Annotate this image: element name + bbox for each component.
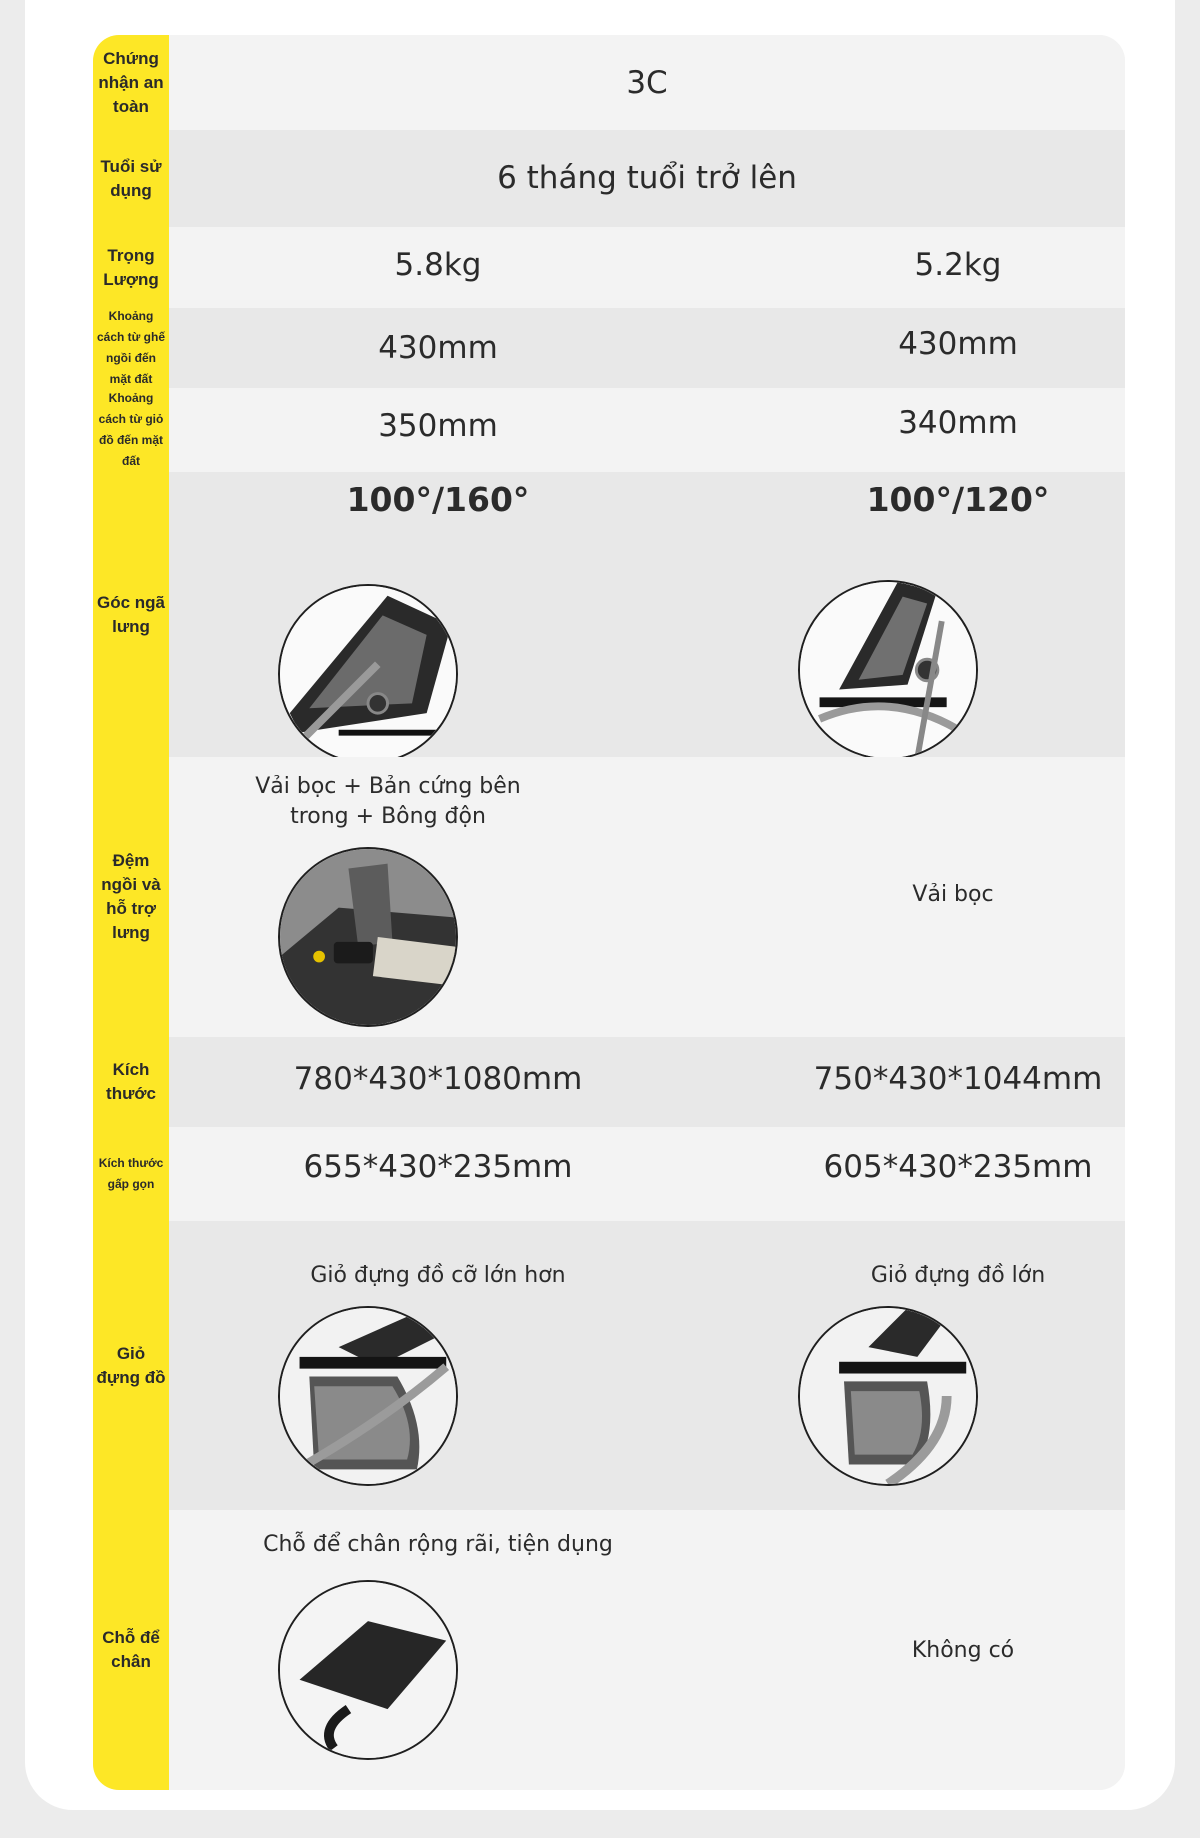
recline-120-photo — [798, 580, 978, 760]
label-safety-cert: Chứng nhận an toàn — [98, 48, 164, 116]
value-cushion-left: Vải bọc + Bản cứng bên trong + Bông độn — [255, 774, 521, 829]
value-basket-height-left: 350mm — [378, 408, 498, 444]
spec-card — [25, 0, 1175, 1810]
value-seat-height-right: 430mm — [898, 326, 1018, 362]
label-basket-height: Khoảng cách từ giỏ đồ đến mặt đất — [98, 391, 164, 468]
row-age — [93, 130, 1125, 227]
value-weight-left: 5.8kg — [394, 247, 482, 283]
value-cushion-right: Vải bọc — [912, 882, 994, 907]
value-basket-left: Giỏ đựng đồ cỡ lớn hơn — [310, 1263, 566, 1288]
cushion-photo — [278, 847, 458, 1027]
value-recline-left: 100°/160° — [346, 480, 530, 519]
storage-basket-icon — [800, 1308, 976, 1484]
value-seat-height-left: 430mm — [378, 330, 498, 366]
row-seat-height — [93, 308, 1125, 388]
basket-photo — [798, 1306, 978, 1486]
label-basket: Giỏ đựng đồ — [96, 1343, 166, 1387]
value-recline-right: 100°/120° — [866, 480, 1050, 519]
row-size — [93, 1037, 1125, 1127]
row-footrest — [93, 1510, 1125, 1790]
label-cushion: Đệm ngồi và hỗ trợ lưng — [101, 851, 161, 942]
label-age: Tuổi sử dụng — [100, 156, 162, 200]
row-basket-height — [93, 388, 1125, 472]
value-footrest-right: Không có — [911, 1638, 1015, 1663]
label-weight: Trọng Lượng — [103, 245, 159, 289]
value-age: 6 tháng tuổi trở lên — [497, 160, 797, 196]
comparison-table — [93, 35, 1125, 1790]
value-footrest-left: Chỗ để chân rộng rãi, tiện dụng — [263, 1532, 613, 1557]
row-safety-cert — [93, 35, 1125, 130]
seat-back-mesh-icon — [280, 586, 456, 762]
label-seat-height: Khoảng cách từ ghế ngồi đến mặt đất — [96, 309, 166, 386]
row-cushion — [93, 757, 1125, 1037]
storage-basket-icon — [280, 1308, 456, 1484]
basket-large-photo — [278, 1306, 458, 1486]
row-recline — [93, 472, 1125, 757]
value-safety-cert: 3C — [626, 65, 668, 101]
value-size-right: 750*430*1044mm — [813, 1061, 1103, 1097]
row-weight — [93, 227, 1125, 308]
footrest-photo — [278, 1580, 458, 1760]
value-weight-right: 5.2kg — [914, 247, 1002, 283]
row-basket — [93, 1221, 1125, 1510]
value-folded-right: 605*430*235mm — [823, 1149, 1093, 1185]
recline-160-photo — [278, 584, 458, 764]
label-footrest: Chỗ để chân — [102, 1628, 160, 1671]
value-size-left: 780*430*1080mm — [293, 1061, 583, 1097]
value-basket-right: Giỏ đựng đồ lớn — [870, 1263, 1046, 1288]
footrest-icon — [280, 1582, 456, 1758]
label-recline: Góc ngã lưng — [96, 592, 165, 636]
value-basket-height-right: 340mm — [898, 405, 1018, 441]
seat-back-mesh-icon — [800, 582, 976, 758]
value-folded-left: 655*430*235mm — [303, 1149, 573, 1185]
row-folded-size — [93, 1127, 1125, 1221]
label-folded-size: Kích thước gấp gọn — [98, 1156, 164, 1191]
seat-cushion-icon — [280, 849, 456, 1025]
label-size: Kích thước — [106, 1060, 156, 1103]
